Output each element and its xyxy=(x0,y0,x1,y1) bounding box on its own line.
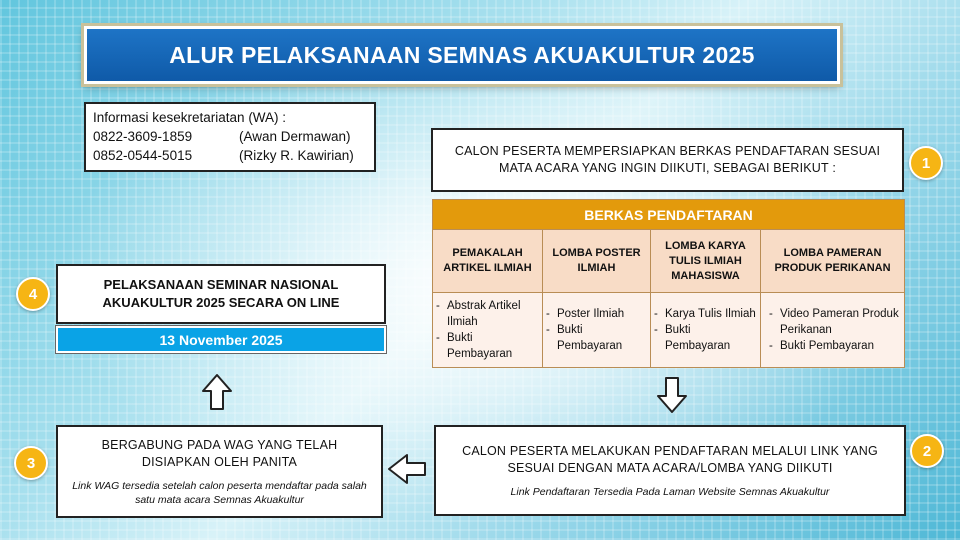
step-3-text: BERGABUNG PADA WAG YANG TELAH DISIAPKAN OLEH PANITA xyxy=(101,437,338,469)
step-2-box xyxy=(434,425,906,516)
berkas-cell xyxy=(761,293,905,368)
list-item: - Poster Ilmiah xyxy=(546,308,625,320)
item-text: Abstrak Artikel Ilmiah xyxy=(447,300,521,328)
contact-name: (Rizky R. Kawirian) xyxy=(239,148,354,163)
page-title: ALUR PELAKSANAAN SEMNAS AKUAKULTUR 2025 xyxy=(84,26,840,84)
item-text: Bukti Pembayaran xyxy=(780,340,874,352)
berkas-col-header: LOMBA POSTER ILMIAH xyxy=(543,230,651,293)
contact-info-box xyxy=(84,102,376,172)
arrow-down-icon xyxy=(656,376,688,414)
arrow-up-icon xyxy=(201,373,233,411)
berkas-cell xyxy=(433,293,543,368)
item-text: Karya Tulis Ilmiah xyxy=(665,308,756,320)
step-1-text: CALON PESERTA MEMPERSIAPKAN BERKAS PENDAFTARAN SESUAI MATA ACARA YANG INGIN DIIKUTI, SEBAGAI BERIKUT : xyxy=(454,144,881,175)
step-4-text: PELAKSANAAN SEMINAR NASIONAL AKUAKULTUR 2025 SECARA ON LINE xyxy=(102,277,340,310)
item-text: Bukti Pembayaran xyxy=(447,332,513,360)
arrow-left-icon xyxy=(387,453,427,485)
list-item: - Abstrak Artikel Ilmiah xyxy=(436,298,539,330)
item-text: Video Pameran Produk Perikanan xyxy=(780,308,899,336)
list-item: - Bukti Pembayaran xyxy=(546,322,647,354)
list-item: - Bukti Pembayaran xyxy=(436,330,539,362)
step-2-text: CALON PESERTA MELAKUKAN PENDAFTARAN MELALUI LINK YANG SESUAI DENGAN MATA ACARA/LOMBA YANG DIIKUTI xyxy=(462,443,878,475)
item-text: Bukti Pembayaran xyxy=(557,324,623,352)
step-3-note: Link WAG tersedia setelah calon peserta mendaftar pada salah satu mata acara Semnas Akuakultur xyxy=(72,479,367,506)
contact-row xyxy=(93,146,367,165)
berkas-table xyxy=(432,199,905,368)
list-item: - Bukti Pembayaran xyxy=(769,340,874,352)
step-3-badge: 3 xyxy=(14,446,48,480)
step-4-box xyxy=(56,264,386,324)
contact-name: (Awan Dermawan) xyxy=(239,129,351,144)
berkas-cell xyxy=(651,293,761,368)
item-text: Poster Ilmiah xyxy=(557,308,625,320)
berkas-col-header: PEMAKALAH ARTIKEL ILMIAH xyxy=(433,230,543,293)
list-item: - Karya Tulis Ilmiah xyxy=(654,308,756,320)
list-item: - Video Pameran Produk Perikanan xyxy=(769,306,901,338)
step-3-box xyxy=(56,425,383,518)
step-1-badge: 1 xyxy=(909,146,943,180)
berkas-title: BERKAS PENDAFTARAN xyxy=(433,200,905,230)
step-2-badge: 2 xyxy=(910,434,944,468)
step-1-box xyxy=(431,128,904,192)
step-4-date: 13 November 2025 xyxy=(56,326,386,353)
berkas-col-header: LOMBA PAMERAN PRODUK PERIKANAN xyxy=(761,230,905,293)
contact-row xyxy=(93,127,367,146)
berkas-col-header: LOMBA KARYA TULIS ILMIAH MAHASISWA xyxy=(651,230,761,293)
contact-phone: 0822-3609-1859 xyxy=(93,129,193,144)
contact-heading: Informasi kesekretariatan (WA) : xyxy=(93,110,287,125)
item-text: Bukti Pembayaran xyxy=(665,324,731,352)
contact-phone: 0852-0544-5015 xyxy=(93,148,193,163)
step-2-note: Link Pendaftaran Tersedia Pada Laman Website Semnas Akuakultur xyxy=(510,485,830,498)
step-4-badge: 4 xyxy=(16,277,50,311)
list-item: - Bukti Pembayaran xyxy=(654,322,757,354)
berkas-cell xyxy=(543,293,651,368)
